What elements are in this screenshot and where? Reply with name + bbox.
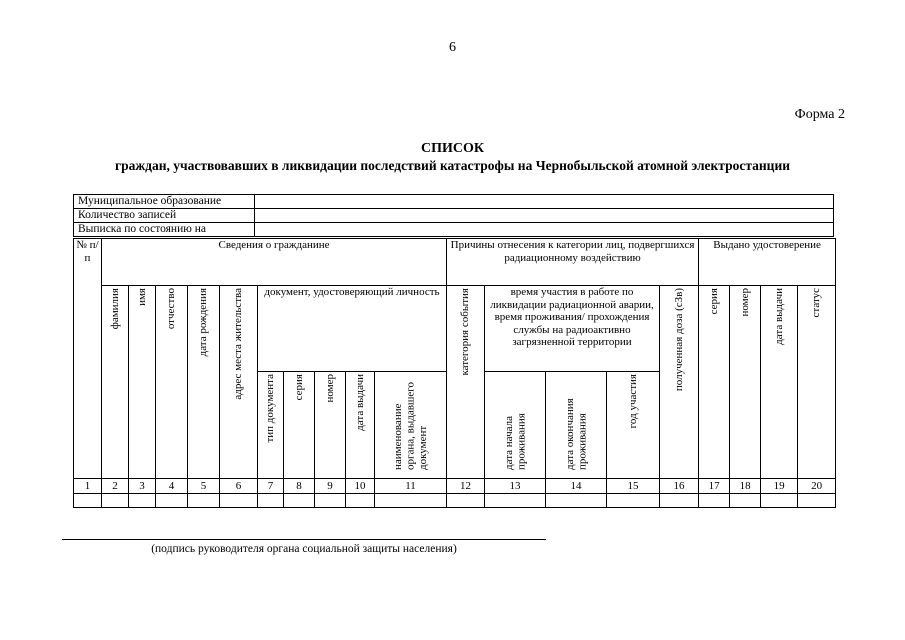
col-cert-series-label: серия xyxy=(707,288,720,315)
col-start-date-label: дата начала проживания xyxy=(502,413,527,470)
info-label-record-count: Количество записей xyxy=(74,209,255,223)
col-doc-issuer-header xyxy=(375,372,447,479)
col-doc-issuer-label: наименование органа, выдавшего документ xyxy=(391,381,429,470)
col-doc-type-label: тип документа xyxy=(264,374,277,443)
data-cell[interactable] xyxy=(607,494,660,508)
column-number-cell: 1 xyxy=(74,479,102,494)
column-number-cell: 13 xyxy=(485,479,546,494)
col-dose-header xyxy=(660,286,699,479)
data-cell[interactable] xyxy=(129,494,156,508)
col-surname-label: фамилия xyxy=(108,288,121,330)
col-end-date-header xyxy=(546,372,607,479)
signature-line xyxy=(62,539,546,540)
col-doc-series-header xyxy=(284,372,315,479)
column-number-cell: 19 xyxy=(761,479,798,494)
col-cert-issue-date-header xyxy=(761,286,798,479)
col-event-category-header xyxy=(447,286,485,479)
data-cell[interactable] xyxy=(375,494,447,508)
col-name-header xyxy=(129,286,156,479)
col-doc-series-label: серия xyxy=(292,374,305,401)
data-cell[interactable] xyxy=(699,494,730,508)
header-participation-time: время участия в работе по ликвидации радиационной аварии, время проживания/ прохождения службы на радиоактивно загрязненной территории xyxy=(485,286,660,372)
col-name-label: имя xyxy=(135,288,148,306)
col-end-date-label: дата окончания проживания xyxy=(563,398,588,470)
col-cert-status-header xyxy=(798,286,836,479)
col-cert-series-header xyxy=(699,286,730,479)
col-birth-date-label: дата рождения xyxy=(197,288,210,357)
data-cell[interactable] xyxy=(761,494,798,508)
info-row xyxy=(74,195,834,209)
col-address-header xyxy=(220,286,258,479)
info-value-as-of-date[interactable] xyxy=(255,223,834,237)
column-number-cell: 6 xyxy=(220,479,258,494)
column-number-cell: 14 xyxy=(546,479,607,494)
document-subtitle: граждан, участвовавших в ликвидации последствий катастрофы на Чернобыльской атомной электростанции xyxy=(114,158,791,173)
col-cert-number-header xyxy=(730,286,761,479)
data-cell[interactable] xyxy=(315,494,346,508)
signature-caption: (подпись руководителя органа социальной защиты населения) xyxy=(151,543,457,555)
col-doc-number-label: номер xyxy=(323,374,336,403)
column-number-cell: 11 xyxy=(375,479,447,494)
header-issued-certificate: Выдано удостоверение xyxy=(699,239,836,286)
column-number-cell: 7 xyxy=(258,479,284,494)
column-number-cell: 2 xyxy=(102,479,129,494)
column-number-cell: 4 xyxy=(156,479,188,494)
column-number-cell: 15 xyxy=(607,479,660,494)
col-doc-type-header xyxy=(258,372,284,479)
empty-data-row xyxy=(74,494,836,508)
col-birth-date-header xyxy=(188,286,220,479)
data-cell[interactable] xyxy=(798,494,836,508)
column-number-cell: 8 xyxy=(284,479,315,494)
col-doc-issue-date-header xyxy=(346,372,375,479)
column-number-cell: 20 xyxy=(798,479,836,494)
col-dose-label: полученная доза (сЗв) xyxy=(672,288,685,392)
column-number-cell: 3 xyxy=(129,479,156,494)
info-row xyxy=(74,209,834,223)
col-doc-number-header xyxy=(315,372,346,479)
col-patronymic-header xyxy=(156,286,188,479)
col-surname-header xyxy=(102,286,129,479)
data-cell[interactable] xyxy=(220,494,258,508)
data-cell[interactable] xyxy=(485,494,546,508)
col-cert-status-label: статус xyxy=(810,288,823,318)
info-value-municipality[interactable] xyxy=(255,195,834,209)
data-cell[interactable] xyxy=(188,494,220,508)
data-cell[interactable] xyxy=(346,494,375,508)
col-year-header xyxy=(607,372,660,479)
data-cell[interactable] xyxy=(74,494,102,508)
page-number: 6 xyxy=(449,40,456,55)
column-number-cell: 16 xyxy=(660,479,699,494)
col-year-label: год участия xyxy=(626,374,639,429)
data-cell[interactable] xyxy=(284,494,315,508)
col-address-label: адрес места жительства xyxy=(232,288,245,400)
col-doc-issue-date-label: дата выдачи xyxy=(353,374,366,431)
header-citizen-info: Сведения о гражданине xyxy=(102,239,447,286)
data-cell[interactable] xyxy=(258,494,284,508)
header-identity-document: документ, удостоверяющий личность xyxy=(258,286,447,372)
column-number-cell: 18 xyxy=(730,479,761,494)
data-cell[interactable] xyxy=(447,494,485,508)
header-num: № п/п xyxy=(74,239,102,479)
column-number-cell: 5 xyxy=(188,479,220,494)
document-title: СПИСОК xyxy=(420,141,485,156)
data-cell[interactable] xyxy=(546,494,607,508)
column-number-cell: 17 xyxy=(699,479,730,494)
info-label-municipality: Муниципальное образование xyxy=(74,195,255,209)
data-cell[interactable] xyxy=(156,494,188,508)
header-reasons: Причины отнесения к категории лиц, подвергшихся радиационному воздействию xyxy=(447,239,699,286)
info-value-record-count[interactable] xyxy=(255,209,834,223)
col-patronymic-label: отчество xyxy=(165,288,178,330)
data-cell[interactable] xyxy=(660,494,699,508)
col-cert-issue-date-label: дата выдачи xyxy=(772,288,785,345)
column-number-cell: 9 xyxy=(315,479,346,494)
info-label-as-of-date: Выписка по состоянию на xyxy=(74,223,255,237)
form-label: Форма 2 xyxy=(794,107,845,122)
column-number-cell: 12 xyxy=(447,479,485,494)
data-cell[interactable] xyxy=(730,494,761,508)
col-cert-number-label: номер xyxy=(738,288,751,317)
data-cell[interactable] xyxy=(102,494,129,508)
info-table xyxy=(73,194,834,237)
col-start-date-header xyxy=(485,372,546,479)
info-row xyxy=(74,223,834,237)
column-number-cell: 10 xyxy=(346,479,375,494)
main-table xyxy=(73,238,836,508)
column-number-row xyxy=(74,479,836,494)
col-event-category-label: категория события xyxy=(459,288,472,376)
